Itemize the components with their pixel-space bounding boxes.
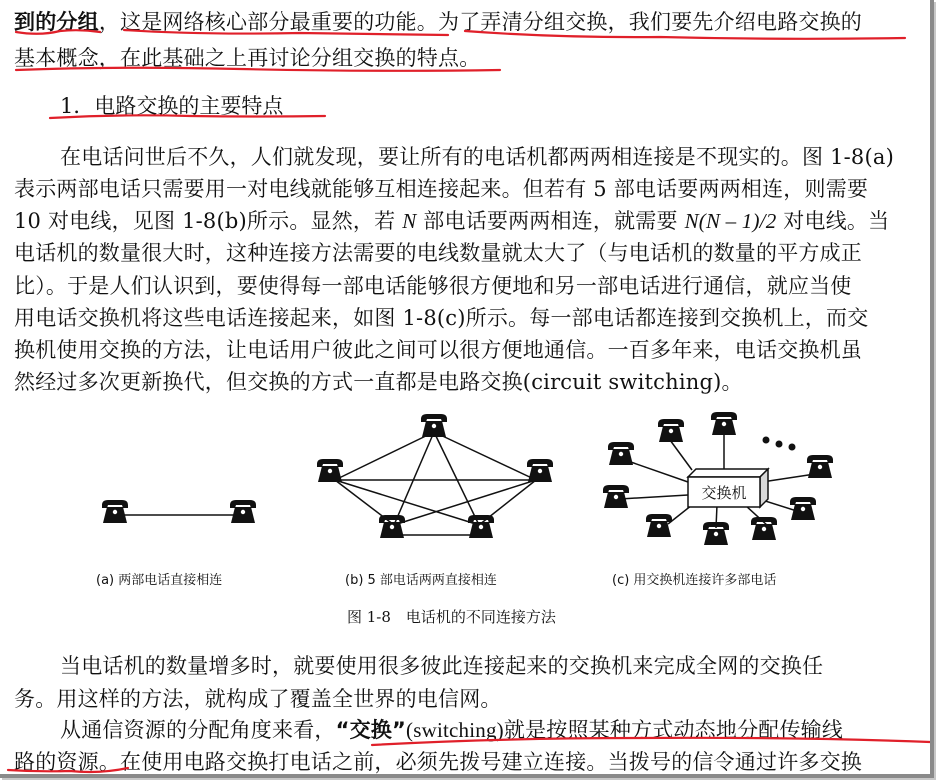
- intro-line-2: 基本概念，在此基础之上再讨论分组交换的特点。: [14, 46, 481, 70]
- para1-line-7: 换机使用交换的方法，让电话用户彼此之间可以很方便地通信。一百多年来，电话交换机虽: [14, 338, 862, 362]
- svg-text:交换机: 交换机: [701, 484, 747, 502]
- para1-line-1: 在电话问世后不久，人们就发现，要让所有的电话机都两两相连接是不现实的。图 1-8(a): [60, 145, 894, 169]
- para1-line-3: 10 对电线，见图 1-8(b)所示。显然，若 N 部电话要两两相连，就需要 N(N – 1)/2 对电线。当: [14, 209, 890, 233]
- caption-b: (b) 5 部电话两两直接相连: [345, 573, 497, 588]
- para2-line-1: 当电话机的数量增多时，就要使用很多彼此连接起来的交换机来完成全网的交换任: [60, 654, 824, 678]
- diagram-b-five-phones-mesh: [317, 414, 553, 538]
- section-heading: 1．电路交换的主要特点: [60, 94, 284, 118]
- para2-line-2: 务。用这样的方法，就构成了覆盖全世界的电信网。: [14, 687, 502, 711]
- caption-a: (a) 两部电话直接相连: [96, 573, 223, 588]
- para3-line-2: 路的资源。在使用电路交换打电话之前，必须先拨号建立连接。当拨号的信令通过许多交换: [14, 750, 863, 774]
- bold-term-switching: “交换”: [335, 718, 407, 742]
- switch-box-icon: [688, 469, 768, 507]
- formula: N(N – 1)/2: [684, 209, 777, 233]
- para3-line-1: 从通信资源的分配角度来看，“交换”(switching)就是按照某种方式动态地分配传输线: [60, 718, 844, 742]
- diagram-a-two-phones: [102, 500, 256, 523]
- ellipsis-dots-icon: [763, 437, 796, 451]
- para1-line-2: 表示两部电话只需要用一对电线就能够互相连接起来。但若有 5 部电话要两两相连，则需要: [14, 177, 869, 201]
- caption-c: (c) 用交换机连接许多部电话: [612, 573, 777, 588]
- para1-line-6: 用电话交换机将这些电话连接起来，如图 1-8(c)所示。每一部电话都连接到交换机上，而交: [14, 306, 869, 330]
- bold-term-packet: 到的分组: [14, 10, 99, 34]
- para1-line-4: 电话机的数量很大时，这种连接方法需要的电线数量就太大了（与电话机的数量的平方成正: [14, 241, 862, 265]
- diagram-c-switch-star: [603, 412, 833, 545]
- intro-line-1: 到的分组，这是网络核心部分最重要的功能。为了弄清分组交换，我们要先介绍电路交换的: [14, 10, 863, 34]
- para1-line-5: 比）。于是人们认识到，要使得每一部电话能够很方便地和另一部电话进行通信，就应当使: [14, 274, 852, 298]
- figure-title: 图 1-8 电话机的不同连接方法: [347, 608, 556, 626]
- para1-line-8: 然经过多次更新换代，但交换的方式一直都是电路交换(circuit switching)。: [14, 370, 743, 394]
